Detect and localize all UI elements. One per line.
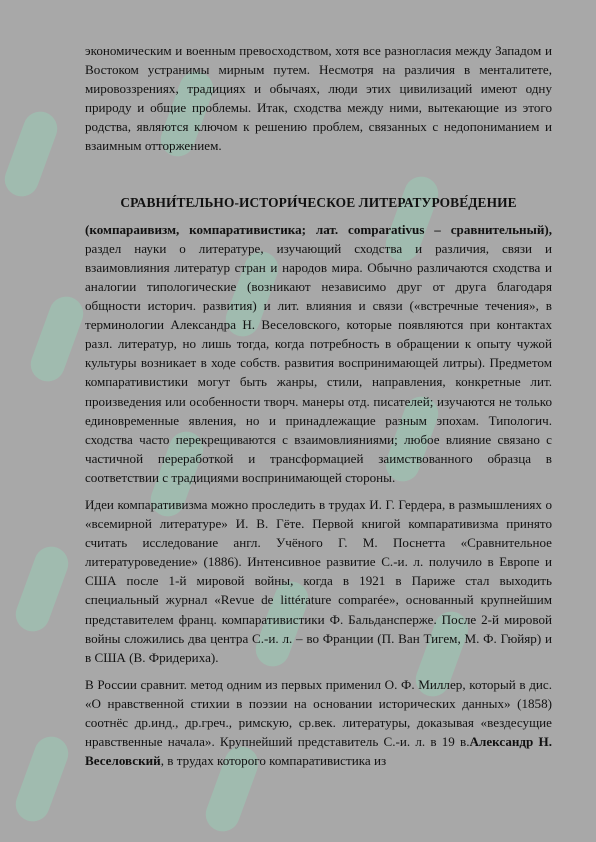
veselovsky-name: Александр Н. Веселовский — [85, 734, 552, 769]
leaf-watermark-icon — [11, 732, 73, 826]
document-page — [85, 41, 552, 770]
definition-text: раздел науки о литературе, изучающий сходства и различия, связи и взаимовлияния литератур стран и народов мира. Обычно различаются сходства и аналогии типологические (возникают независимо друг от друга благодаря общности историч. развития) и лит. влияния и связи («встречные течения», в терминологии Александра Н. Веселовского, которые появляются при контактах разл. литератур, но лишь тогда, когда потребность в обращении к опыту чужой культуры возникает в ходе собств. развития воспринимающей литры). Предметом компаративистики могут быть жанры, стили, направления, конкретные лит. произведения или особенности творч. манеры отд. писателей; изучаются не только единовременные явления, но и принадлежащие разным эпохам. Типологич. сходства часто перекрещиваются с взаимовлияниями; любое влияние связано с частичной переработкой и трансформацией заимствованного образца в соответствии с традициями воспринимающей стороны. — [85, 240, 552, 485]
russia-paragraph — [85, 675, 552, 770]
russia-tail: , в трудах которого компаративистика из — [160, 753, 387, 769]
definition-lead: (компараивизм, компаративистика; лат. comparativus – сравнительный), — [85, 221, 552, 237]
article-heading: СРАВНИ́ТЕЛЬНО-ИСТОРИ́ЧЕСКОЕ ЛИТЕРАТУРОВЕ́ДЕНИЕ — [120, 194, 517, 210]
definition-paragraph — [85, 220, 552, 487]
intro-paragraph: экономическим и военным превосходством, хотя все разногласия между Западом и Востоком устранимы мирным путем. Несмотря на различия в менталитете, мировоззрениях, традициях и обычаях, люди этих цивилизаций имеют одну природу и общие проблемы. Итак, сходства между ними, вытекающие из этого родства, являются ключом к решению проблем, связанных с недопониманием и взаимным отторжением. — [85, 43, 552, 154]
russia-text: В России сравнит. метод одним из первых применил О. Ф. Миллер, который в дис. «О нравственной стихии в поэзии на основании исторических данных» (1858) соотнёс др.инд., др.греч., римскую, ср.век. литературы, доказывая «вездесущие нравственные начала». Крупнейший представитель С.-и. л. в 19 в. — [85, 676, 552, 750]
leaf-watermark-icon — [11, 542, 73, 636]
leaf-watermark-icon — [26, 292, 88, 386]
leaf-watermark-icon — [0, 107, 62, 201]
history-paragraph: Идеи компаративизма можно проследить в трудах И. Г. Гердера, в размышлениях о «всемирной литературе» И. В. Гёте. Первой книгой компаративизма принято считать исследование англ. Учёного Г. М. Поснетта «Сравнительное литературоведение» (1886). Интенсивное развитие С.-и. л. получило в Европе и США после 1-й мировой войны, когда в 1921 в Париже стал выходить специальный журнал «Revue de littérature comparée», основанный крупнейшим представителем франц. компаративистики Ф. Бальдансперже. После 2-й мировой войны сложились два центра С.-и. л. – во Франции (П. Ван Тигем, М. Ф. Гюйяр) и в США (В. Фридериха). — [85, 496, 552, 665]
